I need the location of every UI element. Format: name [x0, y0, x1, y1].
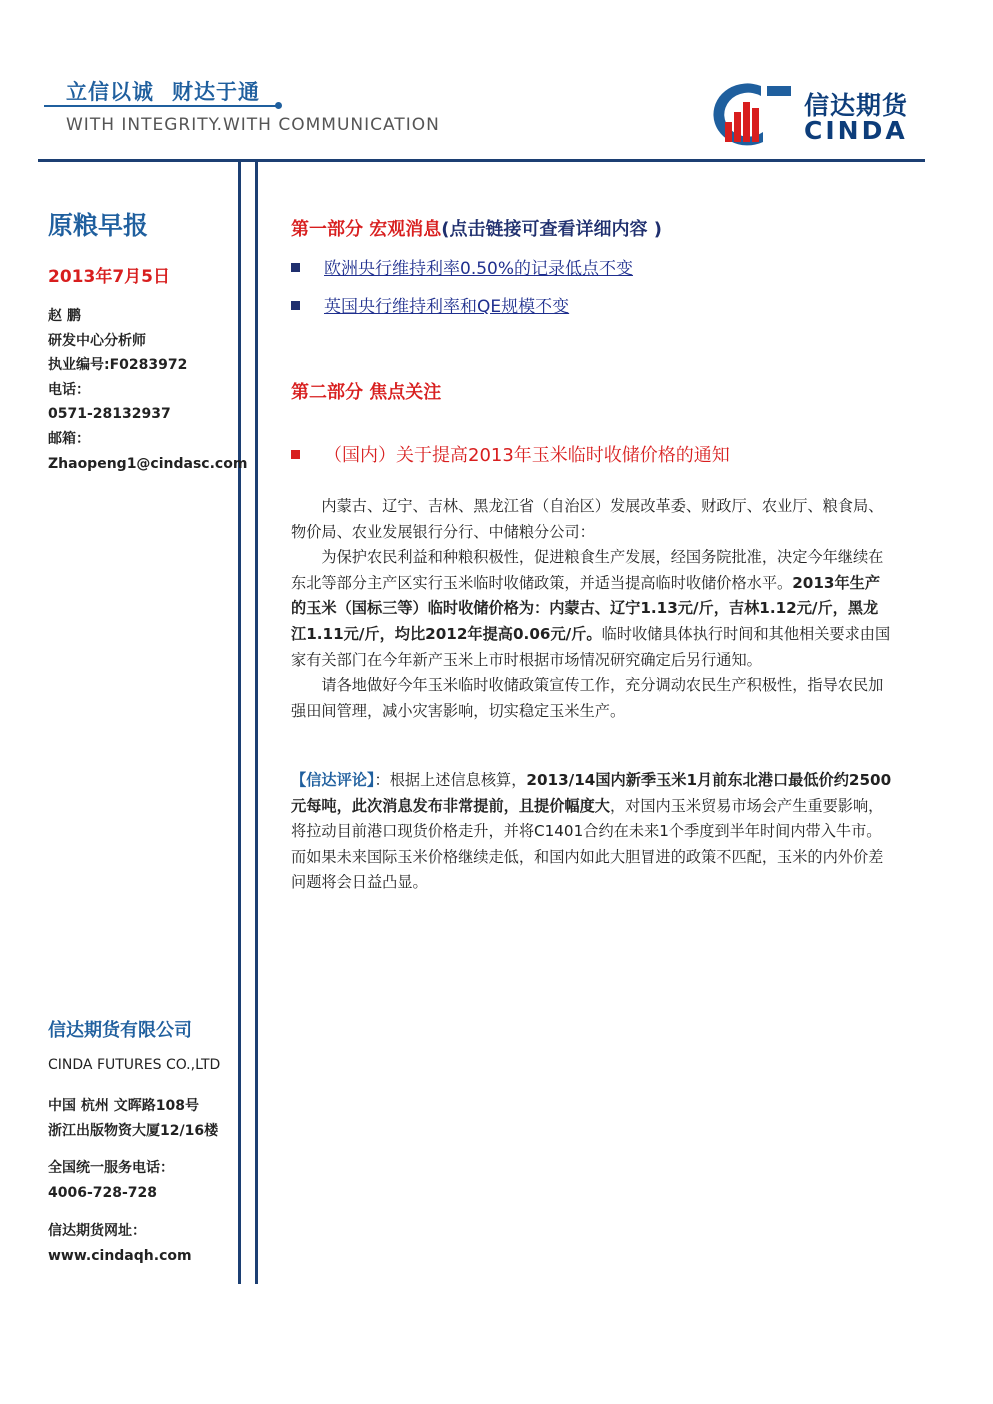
author-info [48, 304, 247, 476]
square-bullet-icon [291, 450, 300, 459]
news-list-item [291, 292, 569, 317]
report-date: 2013年7月5日 [48, 267, 170, 287]
comment-label: 【信达评论】 [291, 771, 375, 789]
company-name-cn: 信达期货有限公司 [48, 1020, 192, 1041]
sidebar-divider-right [255, 159, 258, 1284]
slogan-english: WITH INTEGRITY.WITH COMMUNICATION [66, 115, 440, 135]
focus-headline-row [291, 441, 730, 467]
notice-paragraph: 请各地做好今年玉米临时收储政策宣传工作，充分调动农民生产积极性，指导农民加强田间管理，减小灾害影响，切实稳定玉米生产。 [291, 676, 884, 720]
author-license: 执业编号:F0283972 [48, 357, 188, 374]
phone-label: 电话： [48, 381, 90, 398]
slogan-underline [44, 105, 279, 107]
news-list-item [291, 254, 633, 279]
company-name-en: CINDA FUTURES CO.,LTD [48, 1057, 221, 1073]
notice-price-text: 2013年生产的玉米（国标三等）临时收储价格为：内蒙古、辽宁1.13元/斤，吉林1.12元/斤，黑龙江1.11元/斤，均比2012年提高0.06元/斤。 [291, 573, 881, 643]
notice-paragraph [291, 545, 893, 673]
notice-text: 为保护农民利益和种粮积极性，促进粮食生产发展，经国务院批准，决定今年继续在东北等部分主产区实行玉米临时收储政策，并适当提高临时收储价格水平。 [291, 548, 884, 592]
comment-text: ，对国内玉米贸易市场会产生重要影响，将拉动目前港口现货价格走升，并将C1401合约在未来1个季度到半年时间内带入牛市。而如果未来国际玉米价格继续走低，和国内如此大胆冒进的政策不匹配，玉米的内外价差问题将会日益凸显。 [291, 796, 884, 892]
part1-link-note: (点击链接可查看详细内容 ) [441, 219, 662, 240]
website-url[interactable]: www.cindaqh.com [48, 1247, 192, 1264]
service-phone-number: 4006-728-728 [48, 1184, 158, 1201]
author-name: 赵 鹏 [48, 308, 81, 324]
news-link-boe[interactable]: 英国央行维持利率和QE规模不变 [324, 297, 570, 317]
header-divider [38, 159, 925, 162]
notice-body [291, 494, 893, 724]
cinda-comment [291, 768, 893, 896]
focus-headline: （国内）关于提高2013年玉米临时收储价格的通知 [324, 445, 730, 466]
company-phone [48, 1156, 174, 1205]
notice-recipients: 内蒙古、辽宁、吉林、黑龙江省（自治区）发展改革委、财政厅、农业厅、粮食局、物价局、农业发展银行分行、中储粮分公司： [291, 497, 884, 541]
company-website [48, 1219, 192, 1268]
part2-heading: 第二部分 焦点关注 [291, 382, 442, 403]
comment-text: ：根据上述信息核算， [374, 771, 527, 789]
slogan-part-1: 立信以诚 [66, 80, 154, 104]
slogan-chinese [66, 76, 260, 106]
address-line: 中国 杭州 文晖路108号 [48, 1098, 199, 1114]
author-role: 研发中心分析师 [48, 332, 146, 349]
logo-english-name: CINDA [804, 116, 908, 145]
website-label: 信达期货网址： [48, 1223, 146, 1239]
comment-paragraph [291, 768, 893, 896]
notice-text: 临时收储具体执行时间和其他相关要求由国家有关部门在今年新产玉米上市时根据市场情况研究确定后另行通知。 [291, 624, 891, 669]
email-label: 邮箱： [48, 430, 90, 447]
phone-number: 0571-28132937 [48, 406, 171, 423]
square-bullet-icon [291, 263, 300, 272]
email-address[interactable]: Zhaopeng1@cindasc.com [48, 455, 248, 472]
logo-chinese-name: 信达期货 [804, 91, 909, 120]
comment-key-text: 2013/14国内新季玉米1月前东北港口最低价约2500元每吨，此次消息发布非常提前，且提价幅度大 [291, 771, 892, 815]
part1-title: 第一部分 宏观消息 [291, 219, 442, 240]
square-bullet-icon [291, 301, 300, 310]
service-phone-label: 全国统一服务电话： [48, 1160, 174, 1176]
report-title: 原粮早报 [48, 211, 149, 240]
news-link-ecb[interactable]: 欧洲央行维持利率0.50%的记录低点不变 [324, 259, 634, 279]
part1-heading [291, 215, 662, 241]
company-address [48, 1094, 218, 1143]
slogan-part-2: 财达于通 [172, 80, 260, 104]
address-line: 浙江出版物资大厦12/16楼 [48, 1122, 219, 1139]
